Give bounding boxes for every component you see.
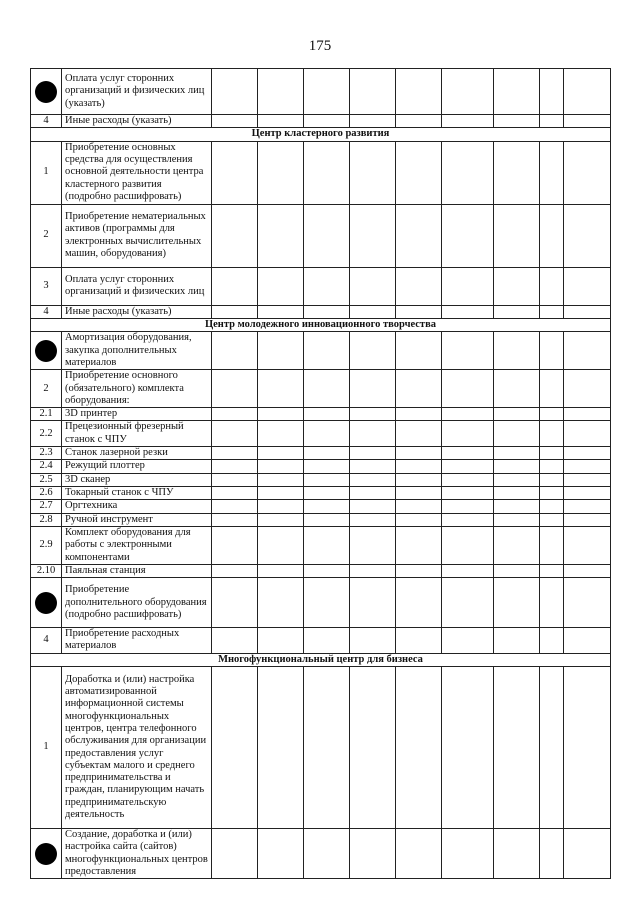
empty-cell — [564, 578, 611, 628]
table-row — [31, 526, 611, 564]
empty-cell — [212, 564, 258, 577]
empty-cell — [442, 141, 494, 204]
empty-cell — [212, 141, 258, 204]
empty-cell — [494, 460, 540, 473]
row-description: Доработка и (или) настройка автоматизированной информационной системы многофункциональных центров, центра телефонного обслуживания для организации предоставления услуг субъектам малого и среднего предпринимательства и граждан, планирующим начать предпринимательскую деятельность — [62, 667, 212, 829]
empty-cell — [564, 267, 611, 305]
table-row — [31, 500, 611, 513]
empty-cell — [564, 305, 611, 318]
row-description: Приобретение основных средства для осуществления основной деятельности центра кластерного развития (подробно расшифровать) — [62, 141, 212, 204]
empty-cell — [442, 332, 494, 370]
table-row — [31, 115, 611, 128]
empty-cell — [396, 267, 442, 305]
empty-cell — [540, 473, 564, 486]
empty-cell — [304, 564, 350, 577]
empty-cell — [350, 421, 396, 447]
empty-cell — [396, 628, 442, 654]
empty-cell — [540, 513, 564, 526]
empty-cell — [564, 408, 611, 421]
page-number: 175 — [308, 38, 332, 54]
empty-cell — [350, 564, 396, 577]
table-row — [31, 447, 611, 460]
table-row — [31, 473, 611, 486]
empty-cell — [258, 305, 304, 318]
empty-cell — [304, 332, 350, 370]
ink-blot-icon — [35, 592, 57, 614]
empty-cell — [564, 667, 611, 829]
empty-cell — [258, 667, 304, 829]
empty-cell — [350, 267, 396, 305]
empty-cell — [350, 526, 396, 564]
empty-cell — [442, 667, 494, 829]
empty-cell — [212, 473, 258, 486]
empty-cell — [212, 408, 258, 421]
empty-cell — [540, 526, 564, 564]
empty-cell — [564, 204, 611, 267]
empty-cell — [564, 829, 611, 879]
table-row — [31, 564, 611, 577]
empty-cell — [540, 667, 564, 829]
table-row — [31, 486, 611, 499]
empty-cell — [304, 115, 350, 128]
empty-cell — [396, 526, 442, 564]
empty-cell — [258, 500, 304, 513]
empty-cell — [564, 460, 611, 473]
empty-cell — [396, 667, 442, 829]
empty-cell — [442, 526, 494, 564]
empty-cell — [442, 421, 494, 447]
table-row — [31, 421, 611, 447]
empty-cell — [258, 141, 304, 204]
row-description: Ручной инструмент — [62, 513, 212, 526]
empty-cell — [258, 564, 304, 577]
empty-cell — [442, 460, 494, 473]
table-row — [31, 370, 611, 408]
row-number: 2.3 — [31, 447, 62, 460]
empty-cell — [540, 332, 564, 370]
empty-cell — [304, 460, 350, 473]
row-description: 3D сканер — [62, 473, 212, 486]
empty-cell — [304, 829, 350, 879]
empty-cell — [304, 667, 350, 829]
empty-cell — [304, 486, 350, 499]
empty-cell — [304, 267, 350, 305]
row-number: 2.5 — [31, 473, 62, 486]
row-description: Иные расходы (указать) — [62, 115, 212, 128]
table-row — [31, 267, 611, 305]
empty-cell — [212, 447, 258, 460]
row-number: 2.9 — [31, 526, 62, 564]
empty-cell — [442, 447, 494, 460]
empty-cell — [258, 447, 304, 460]
empty-cell — [396, 305, 442, 318]
empty-cell — [258, 69, 304, 115]
empty-cell — [258, 578, 304, 628]
empty-cell — [350, 486, 396, 499]
row-description: Приобретение расходных материалов — [62, 628, 212, 654]
row-number-label: 2 — [43, 847, 49, 859]
empty-cell — [494, 115, 540, 128]
empty-cell — [396, 578, 442, 628]
row-number: 2.1 — [31, 408, 62, 421]
row-description: Прецезионный фрезерный станок с ЧПУ — [62, 421, 212, 447]
empty-cell — [442, 204, 494, 267]
empty-cell — [540, 460, 564, 473]
table-row — [31, 513, 611, 526]
empty-cell — [494, 628, 540, 654]
row-description: Паяльная станция — [62, 564, 212, 577]
empty-cell — [258, 115, 304, 128]
table-row — [31, 667, 611, 829]
row-number: 2 — [31, 204, 62, 267]
empty-cell — [212, 421, 258, 447]
empty-cell — [442, 628, 494, 654]
empty-cell — [212, 305, 258, 318]
empty-cell — [304, 447, 350, 460]
empty-cell — [212, 578, 258, 628]
empty-cell — [540, 69, 564, 115]
empty-cell — [212, 267, 258, 305]
empty-cell — [494, 526, 540, 564]
empty-cell — [350, 500, 396, 513]
empty-cell — [540, 370, 564, 408]
empty-cell — [494, 447, 540, 460]
empty-cell — [304, 421, 350, 447]
empty-cell — [494, 267, 540, 305]
empty-cell — [442, 578, 494, 628]
empty-cell — [494, 408, 540, 421]
empty-cell — [442, 829, 494, 879]
row-number: 2.7 — [31, 500, 62, 513]
empty-cell — [494, 473, 540, 486]
empty-cell — [564, 513, 611, 526]
empty-cell — [304, 141, 350, 204]
empty-cell — [564, 370, 611, 408]
empty-cell — [212, 115, 258, 128]
empty-cell — [212, 526, 258, 564]
empty-cell — [350, 513, 396, 526]
empty-cell — [258, 526, 304, 564]
empty-cell — [350, 370, 396, 408]
empty-cell — [350, 115, 396, 128]
empty-cell — [350, 69, 396, 115]
budget-table — [30, 68, 611, 879]
empty-cell — [564, 69, 611, 115]
empty-cell — [258, 473, 304, 486]
empty-cell — [258, 460, 304, 473]
empty-cell — [396, 513, 442, 526]
empty-cell — [396, 115, 442, 128]
empty-cell — [540, 829, 564, 879]
empty-cell — [304, 370, 350, 408]
empty-cell — [350, 628, 396, 654]
empty-cell — [350, 332, 396, 370]
empty-cell — [396, 500, 442, 513]
empty-cell — [564, 564, 611, 577]
empty-cell — [304, 305, 350, 318]
empty-cell — [396, 421, 442, 447]
row-number — [31, 829, 62, 879]
empty-cell — [540, 628, 564, 654]
empty-cell — [258, 370, 304, 408]
empty-cell — [350, 460, 396, 473]
row-description: Иные расходы (указать) — [62, 305, 212, 318]
empty-cell — [350, 667, 396, 829]
row-number: 4 — [31, 305, 62, 318]
row-number: 4 — [31, 628, 62, 654]
empty-cell — [304, 526, 350, 564]
empty-cell — [350, 578, 396, 628]
empty-cell — [494, 578, 540, 628]
empty-cell — [442, 267, 494, 305]
section-header-row — [31, 653, 611, 666]
row-number — [31, 69, 62, 115]
empty-cell — [540, 447, 564, 460]
empty-cell — [442, 115, 494, 128]
section-header-row — [31, 128, 611, 141]
table-row — [31, 141, 611, 204]
empty-cell — [442, 473, 494, 486]
section-title: Многофункциональный центр для бизнеса — [31, 653, 611, 666]
empty-cell — [494, 667, 540, 829]
empty-cell — [212, 628, 258, 654]
empty-cell — [212, 513, 258, 526]
empty-cell — [494, 513, 540, 526]
empty-cell — [442, 500, 494, 513]
empty-cell — [258, 829, 304, 879]
empty-cell — [540, 408, 564, 421]
empty-cell — [494, 204, 540, 267]
empty-cell — [350, 204, 396, 267]
empty-cell — [396, 447, 442, 460]
empty-cell — [212, 370, 258, 408]
row-number: 2.4 — [31, 460, 62, 473]
table-row — [31, 332, 611, 370]
section-title: Центр молодежного инновационного творчества — [31, 318, 611, 331]
row-number: 2.8 — [31, 513, 62, 526]
empty-cell — [212, 69, 258, 115]
empty-cell — [564, 628, 611, 654]
row-description: Приобретение дополнительного оборудования (подробно расшифровать) — [62, 578, 212, 628]
empty-cell — [494, 332, 540, 370]
row-description: Оргтехника — [62, 500, 212, 513]
row-number: 4 — [31, 115, 62, 128]
empty-cell — [494, 141, 540, 204]
empty-cell — [396, 370, 442, 408]
empty-cell — [304, 500, 350, 513]
empty-cell — [304, 204, 350, 267]
empty-cell — [442, 370, 494, 408]
empty-cell — [258, 408, 304, 421]
empty-cell — [540, 578, 564, 628]
empty-cell — [564, 500, 611, 513]
empty-cell — [258, 204, 304, 267]
empty-cell — [494, 421, 540, 447]
empty-cell — [564, 141, 611, 204]
empty-cell — [396, 69, 442, 115]
empty-cell — [442, 486, 494, 499]
empty-cell — [350, 408, 396, 421]
empty-cell — [350, 447, 396, 460]
row-number: 2.2 — [31, 421, 62, 447]
empty-cell — [212, 500, 258, 513]
row-number: 2.10 — [31, 564, 62, 577]
row-number: 2 — [31, 370, 62, 408]
empty-cell — [304, 578, 350, 628]
empty-cell — [258, 332, 304, 370]
table-row — [31, 408, 611, 421]
empty-cell — [396, 829, 442, 879]
empty-cell — [258, 513, 304, 526]
empty-cell — [494, 486, 540, 499]
empty-cell — [350, 141, 396, 204]
table-row — [31, 829, 611, 879]
empty-cell — [396, 486, 442, 499]
empty-cell — [442, 69, 494, 115]
empty-cell — [540, 204, 564, 267]
row-number — [31, 332, 62, 370]
empty-cell — [258, 628, 304, 654]
ink-blot-icon — [35, 340, 57, 362]
empty-cell — [442, 564, 494, 577]
row-number: 1 — [31, 667, 62, 829]
ink-blot-icon — [35, 81, 57, 103]
empty-cell — [212, 829, 258, 879]
empty-cell — [564, 421, 611, 447]
empty-cell — [564, 115, 611, 128]
empty-cell — [212, 460, 258, 473]
row-description: Амортизация оборудования, закупка дополнительных материалов — [62, 332, 212, 370]
section-header-row — [31, 318, 611, 331]
empty-cell — [494, 829, 540, 879]
empty-cell — [350, 473, 396, 486]
table-row — [31, 69, 611, 115]
empty-cell — [564, 526, 611, 564]
empty-cell — [212, 332, 258, 370]
table-row — [31, 628, 611, 654]
row-description: Комплект оборудования для работы с электронными компонентами — [62, 526, 212, 564]
empty-cell — [494, 69, 540, 115]
empty-cell — [540, 486, 564, 499]
row-number: 1 — [31, 141, 62, 204]
row-description: Приобретение основного (обязательного) комплекта оборудования: — [62, 370, 212, 408]
row-description: 3D принтер — [62, 408, 212, 421]
empty-cell — [396, 460, 442, 473]
empty-cell — [396, 141, 442, 204]
empty-cell — [540, 267, 564, 305]
empty-cell — [540, 141, 564, 204]
empty-cell — [258, 421, 304, 447]
empty-cell — [442, 408, 494, 421]
empty-cell — [540, 500, 564, 513]
empty-cell — [540, 564, 564, 577]
empty-cell — [442, 305, 494, 318]
empty-cell — [212, 204, 258, 267]
empty-cell — [304, 473, 350, 486]
empty-cell — [564, 332, 611, 370]
empty-cell — [540, 115, 564, 128]
empty-cell — [350, 305, 396, 318]
empty-cell — [258, 267, 304, 305]
empty-cell — [564, 486, 611, 499]
row-number: 2.6 — [31, 486, 62, 499]
row-description: Приобретение нематериальных активов (программы для электронных вычислительных машин, оборудования) — [62, 204, 212, 267]
empty-cell — [564, 473, 611, 486]
empty-cell — [540, 305, 564, 318]
empty-cell — [396, 204, 442, 267]
table-row — [31, 305, 611, 318]
empty-cell — [396, 332, 442, 370]
empty-cell — [494, 305, 540, 318]
empty-cell — [212, 667, 258, 829]
table-row — [31, 460, 611, 473]
empty-cell — [494, 500, 540, 513]
row-description: Токарный станок с ЧПУ — [62, 486, 212, 499]
empty-cell — [304, 513, 350, 526]
row-number: 3 — [31, 267, 62, 305]
row-description: Создание, доработка и (или) настройка сайта (сайтов) многофункциональных центров предоставления — [62, 829, 212, 879]
empty-cell — [396, 408, 442, 421]
row-description: Станок лазерной резки — [62, 447, 212, 460]
table-row — [31, 578, 611, 628]
empty-cell — [396, 473, 442, 486]
empty-cell — [304, 69, 350, 115]
empty-cell — [304, 628, 350, 654]
section-title: Центр кластерного развития — [31, 128, 611, 141]
empty-cell — [396, 564, 442, 577]
row-description: Оплата услуг сторонних организаций и физических лиц — [62, 267, 212, 305]
empty-cell — [258, 486, 304, 499]
row-number — [31, 578, 62, 628]
empty-cell — [564, 447, 611, 460]
empty-cell — [212, 486, 258, 499]
empty-cell — [494, 564, 540, 577]
empty-cell — [304, 408, 350, 421]
empty-cell — [494, 370, 540, 408]
table-row — [31, 204, 611, 267]
row-description: Режущий плоттер — [62, 460, 212, 473]
empty-cell — [442, 513, 494, 526]
empty-cell — [350, 829, 396, 879]
empty-cell — [540, 421, 564, 447]
row-description: Оплата услуг сторонних организаций и физических лиц (указать) — [62, 69, 212, 115]
